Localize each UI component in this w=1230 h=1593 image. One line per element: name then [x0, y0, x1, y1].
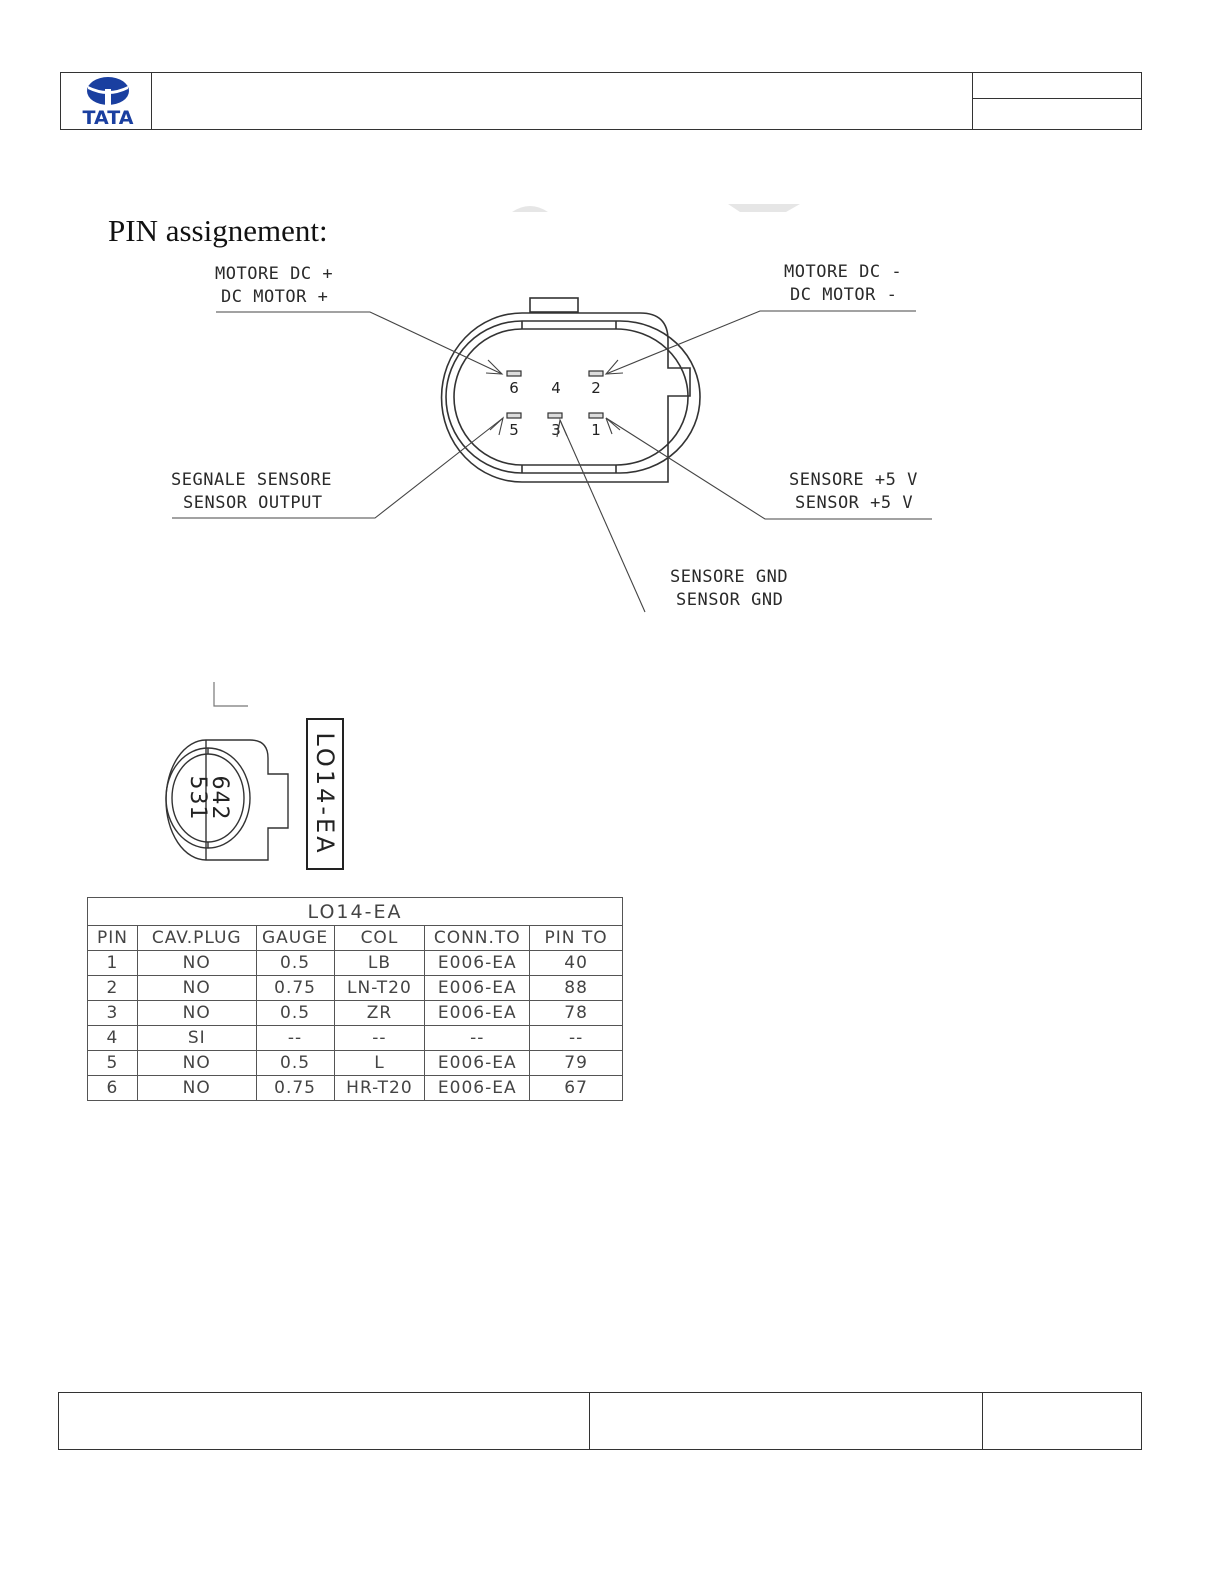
cell-cav-plug: NO	[137, 976, 256, 1001]
label-sensor-5v-en: SENSOR +5 V	[795, 493, 914, 513]
cell-gauge: 0.5	[256, 951, 334, 976]
pin-slot-6	[507, 371, 521, 376]
col-header-conn-to: CONN.TO	[425, 926, 530, 951]
cell-gauge: 0.5	[256, 1051, 334, 1076]
cell-gauge: 0.5	[256, 1001, 334, 1026]
wiring-table	[87, 897, 623, 1101]
table-row	[88, 1001, 623, 1026]
connector-code-label: LO14-EA	[311, 732, 339, 856]
label-sensor-output-en: SENSOR OUTPUT	[183, 493, 323, 513]
connector-body	[442, 298, 700, 482]
cell-pin-to: 79	[530, 1051, 623, 1076]
cell-col: --	[334, 1026, 425, 1051]
footer-left-cell	[58, 1392, 590, 1450]
label-sensor-output-it: SEGNALE SENSORE	[171, 470, 333, 490]
table-row	[88, 976, 623, 1001]
cell-cav-plug: NO	[137, 1051, 256, 1076]
scan-mark-left	[512, 206, 548, 212]
cell-col: L	[334, 1051, 425, 1076]
footer-middle-cell	[589, 1392, 983, 1450]
pin-number-4: 4	[551, 379, 561, 397]
pin-slot-1	[589, 413, 603, 418]
cell-pin-to: 88	[530, 976, 623, 1001]
cell-pin: 3	[88, 1001, 138, 1026]
cell-col: ZR	[334, 1001, 425, 1026]
cell-pin-to: --	[530, 1026, 623, 1051]
table-title: LO14-EA	[88, 898, 623, 926]
pin-slot-2	[589, 371, 603, 376]
cell-conn-to: E006-EA	[425, 1051, 530, 1076]
label-dc-motor-minus-en: DC MOTOR -	[790, 285, 898, 305]
cell-pin: 5	[88, 1051, 138, 1076]
label-sensor-gnd-it: SENSORE GND	[670, 567, 789, 587]
col-header-pin: PIN	[88, 926, 138, 951]
table-row	[88, 1051, 623, 1076]
cell-col: LN-T20	[334, 976, 425, 1001]
cell-gauge: 0.75	[256, 976, 334, 1001]
scan-mark-right	[728, 204, 800, 212]
pin-slot-3	[548, 413, 562, 418]
col-header-cav-plug: CAV.PLUG	[137, 926, 256, 951]
pin-number-1: 1	[591, 421, 601, 439]
label-sensor-gnd-en: SENSOR GND	[676, 590, 784, 610]
label-dc-motor-plus-it: MOTORE DC +	[215, 264, 334, 284]
cell-conn-to: E006-EA	[425, 1001, 530, 1026]
connector-face-row1: 642	[207, 775, 232, 821]
label-dc-motor-minus-it: MOTORE DC -	[784, 262, 903, 282]
col-header-gauge: GAUGE	[256, 926, 334, 951]
cell-cav-plug: SI	[137, 1026, 256, 1051]
table-row	[88, 951, 623, 976]
label-sensor-5v-it: SENSORE +5 V	[789, 470, 918, 490]
cell-pin: 6	[88, 1076, 138, 1101]
pin-number-5: 5	[509, 421, 519, 439]
cell-pin-to: 67	[530, 1076, 623, 1101]
col-header-pin-to: PIN TO	[530, 926, 623, 951]
pin-number-3: 3	[551, 421, 561, 439]
pin-diagram	[0, 0, 1230, 640]
cell-conn-to: E006-EA	[425, 976, 530, 1001]
cell-cav-plug: NO	[137, 951, 256, 976]
cell-gauge: --	[256, 1026, 334, 1051]
cell-pin-to: 78	[530, 1001, 623, 1026]
tata-logo-text: TATA	[82, 107, 134, 129]
label-dc-motor-plus-en: DC MOTOR +	[221, 287, 329, 307]
cell-col: HR-T20	[334, 1076, 425, 1101]
table-row	[88, 1076, 623, 1101]
table-title-row	[88, 898, 623, 926]
cell-cav-plug: NO	[137, 1001, 256, 1026]
cell-pin-to: 40	[530, 951, 623, 976]
table-header-row	[88, 926, 623, 951]
cell-cav-plug: NO	[137, 1076, 256, 1101]
cell-pin: 1	[88, 951, 138, 976]
cell-conn-to: --	[425, 1026, 530, 1051]
cell-pin: 2	[88, 976, 138, 1001]
pin-number-6: 6	[509, 379, 519, 397]
table-row	[88, 1026, 623, 1051]
connector-face-row2: 531	[185, 775, 210, 821]
cell-pin: 4	[88, 1026, 138, 1051]
cell-conn-to: E006-EA	[425, 951, 530, 976]
cell-col: LB	[334, 951, 425, 976]
cell-gauge: 0.75	[256, 1076, 334, 1101]
cell-conn-to: E006-EA	[425, 1076, 530, 1101]
pin-number-2: 2	[591, 379, 601, 397]
corner-mark	[214, 682, 248, 706]
pin-slot-5	[507, 413, 521, 418]
footer-right-cell	[982, 1392, 1142, 1450]
col-header-col: COL	[334, 926, 425, 951]
section-heading: PIN assignement:	[108, 213, 328, 248]
